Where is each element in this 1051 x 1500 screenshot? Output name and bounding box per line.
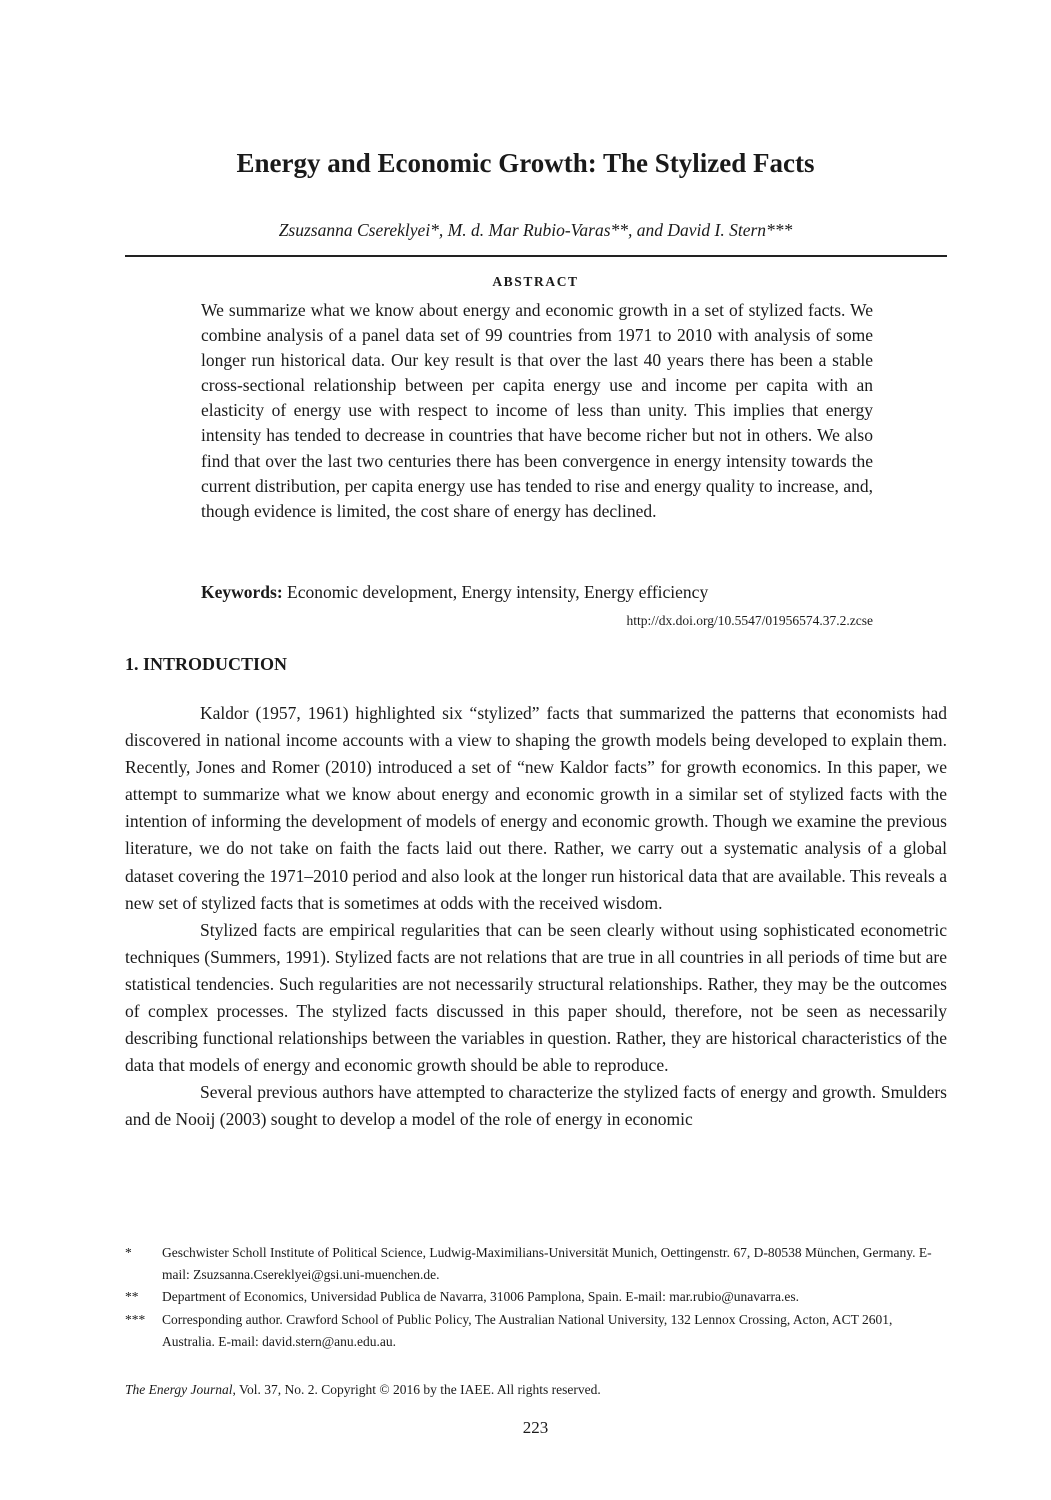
introduction-body [125,700,947,1134]
footnote [125,1309,947,1353]
keywords-list: Economic development, Energy intensity, Energy efficiency [287,582,709,602]
author-list: Zsuzsanna Csereklyei*, M. d. Mar Rubio-Varas**, and David I. Stern*** [278,220,793,240]
header-divider [125,255,947,257]
footnote-text: Geschwister Scholl Institute of Political Science, Ludwig-Maximilians-Universität Munich, Oettingenstr. 67, D-80538 München, Germany. E-mail: Zsuzsanna.Csereklyei@gsi.uni-muenchen.de. [162,1245,932,1283]
abstract-text: We summarize what we know about energy and economic growth in a set of stylized facts. We combine analysis of a panel data set of 99 countries from 1971 to 2010 with analysis of some longer run historical data. Our key result is that over the last 40 years there has been a stable cross-sectional relationship between per capita energy use and income per capita with an elasticity of energy use with respect to income of less than unity. This implies that energy intensity has tended to decrease in countries that have become richer but not in others. We also find that over the last two centuries there has been convergence in energy intensity towards the current distribution, per capita energy use has tended to rise and energy quality to increase, and, though evidence is limited, the cost share of energy has declined. [201,300,873,521]
footnote-mark: * [125,1245,132,1260]
page-number: 223 [522,1418,549,1437]
section-heading: 1. INTRODUCTION [125,654,288,674]
journal-details: , Vol. 37, No. 2. Copyright © 2016 by the IAEE. All rights reserved. [232,1382,601,1397]
body-paragraph: Stylized facts are empirical regularities that can be seen clearly without using sophisticated econometric techniques (Summers, 1991). Stylized facts are not relations that are true in all countries in all periods of time but are statistical tendencies. Such regularities are not necessarily structural relationships. Rather, they may be the outcomes of complex processes. The stylized facts discussed in this paper should, therefore, not be seen as necessarily describing functional relationships between the variables in question. Rather, they are historical characteristics of the data that models of energy and economic growth should be able to reproduce. [125,919,947,1076]
journal-citation [125,1382,601,1398]
footnote [125,1286,947,1308]
keywords-line [201,580,873,605]
footnotes [125,1242,947,1353]
footnote-text: Corresponding author. Crawford School of Public Policy, The Australian National University, 132 Lennox Crossing, Acton, ACT 2601, Australia. E-mail: david.stern@anu.edu.au. [162,1311,893,1349]
footnote [125,1242,947,1286]
footnote-mark: ** [125,1289,139,1305]
body-paragraph: Several previous authors have attempted to characterize the stylized facts of energy and growth. Smulders and de Nooij (2003) sought to develop a model of the role of energy in economic [125,1082,947,1130]
keywords-label: Keywords: [201,582,283,602]
footnote-text: Department of Economics, Universidad Publica de Navarra, 31006 Pamplona, Spain. E-mail: mar.rubio@unavarra.es. [162,1289,800,1305]
footnote-mark: *** [125,1311,146,1327]
abstract-heading: ABSTRACT [492,274,579,289]
doi-link[interactable]: http://dx.doi.org/10.5547/01956574.37.2.zcse [626,613,873,628]
body-paragraph: Kaldor (1957, 1961) highlighted six “stylized” facts that summarized the patterns that economists had discovered in national income accounts with a view to shaping the growth models being developed to explain them. Recently, Jones and Romer (2010) introduced a set of “new Kaldor facts” for growth economics. In this paper, we attempt to summarize what we know about energy and economic growth in a similar set of stylized facts with the intention of informing the development of models of energy and economic growth. Though we examine the previous literature, we do not take on faith the facts laid out there. Rather, we carry out a systematic analysis of a global dataset covering the 1971–2010 period and also look at the longer run historical data that are available. This reveals a new set of stylized facts that is sometimes at odds with the received wisdom. [125,703,947,913]
paper-title: Energy and Economic Growth: The Stylized Facts [236,148,815,178]
journal-name: The Energy Journal [125,1382,233,1397]
